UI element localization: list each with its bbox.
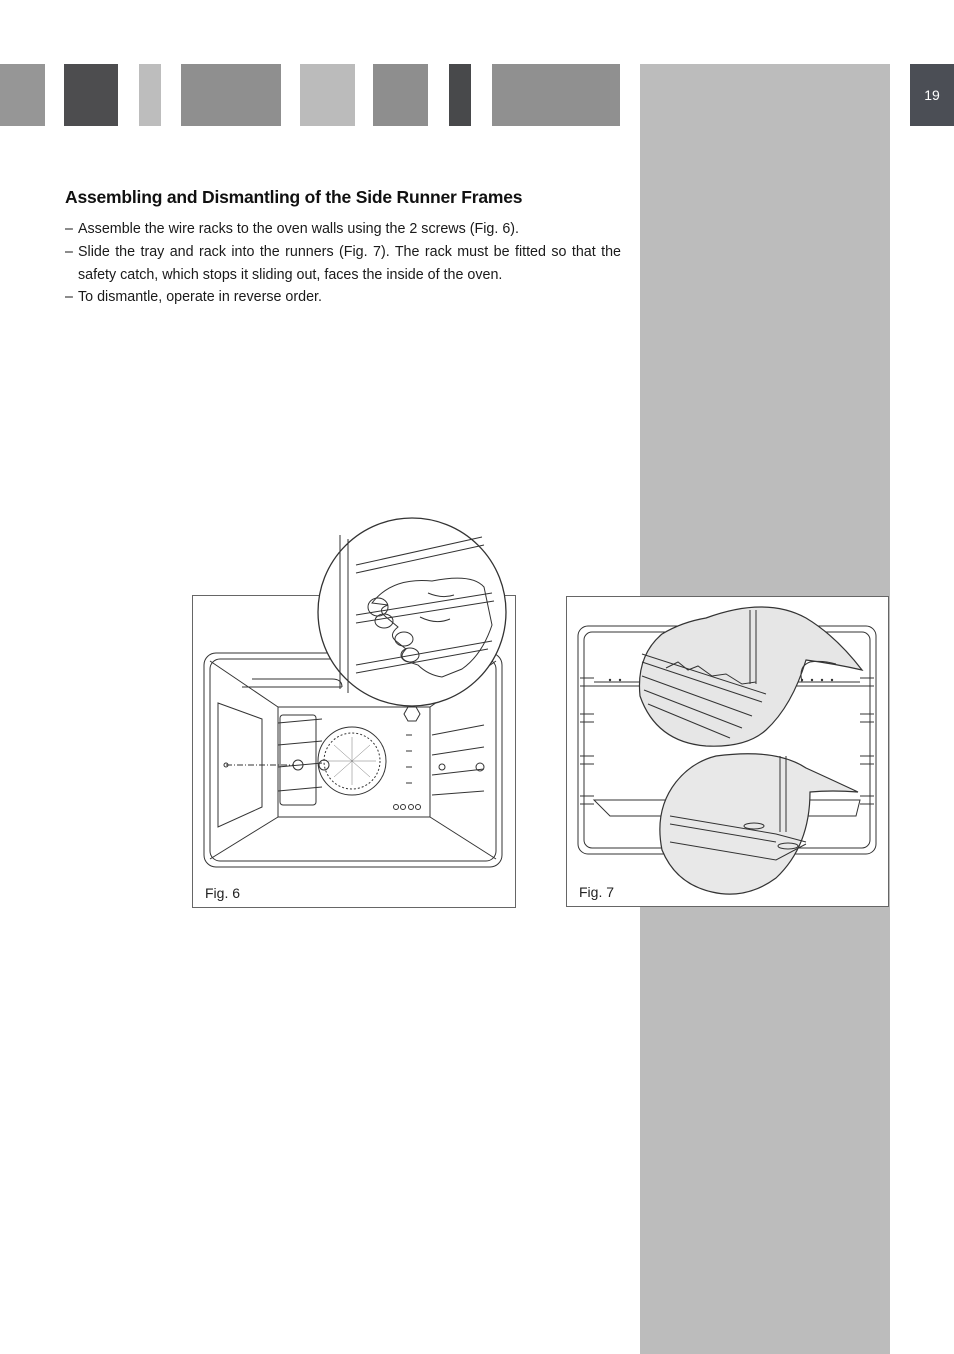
list-bullet: –	[65, 221, 73, 237]
header-block-1	[0, 64, 45, 126]
figure-6	[192, 595, 516, 908]
header-block-7	[449, 64, 471, 126]
figure-6-caption: Fig. 6	[205, 885, 241, 901]
header-block-5	[300, 64, 355, 126]
list-bullet: –	[65, 289, 73, 306]
section-title: Assembling and Dismantling of the Side Runner Frames	[65, 187, 523, 207]
list-item	[65, 218, 621, 241]
header-block-2	[64, 64, 118, 126]
list-item-text: Assemble the wire racks to the oven walls using the 2 screws (Fig. 6).	[78, 221, 519, 237]
instruction-list	[65, 218, 621, 309]
list-item	[65, 241, 621, 287]
page-number: 19	[910, 64, 954, 126]
header-block-6	[373, 64, 428, 126]
figure-7-caption: Fig. 7	[579, 884, 615, 900]
header-block-3	[139, 64, 161, 126]
header-block-4	[181, 64, 281, 126]
oven-side-runner-illustration	[192, 595, 516, 908]
list-bullet: –	[65, 243, 73, 260]
list-item-text: To dismantle, operate in reverse order.	[78, 289, 322, 306]
list-item-text: Slide the tray and rack into the runners (Fig. 7). The rack must be fitted so that the safety catch, which stops it sliding out, faces the inside of the oven.	[78, 243, 621, 283]
list-item	[65, 286, 621, 309]
tray-rack-runners-illustration	[566, 596, 889, 907]
header-block-8	[492, 64, 620, 126]
figure-7	[566, 596, 889, 907]
